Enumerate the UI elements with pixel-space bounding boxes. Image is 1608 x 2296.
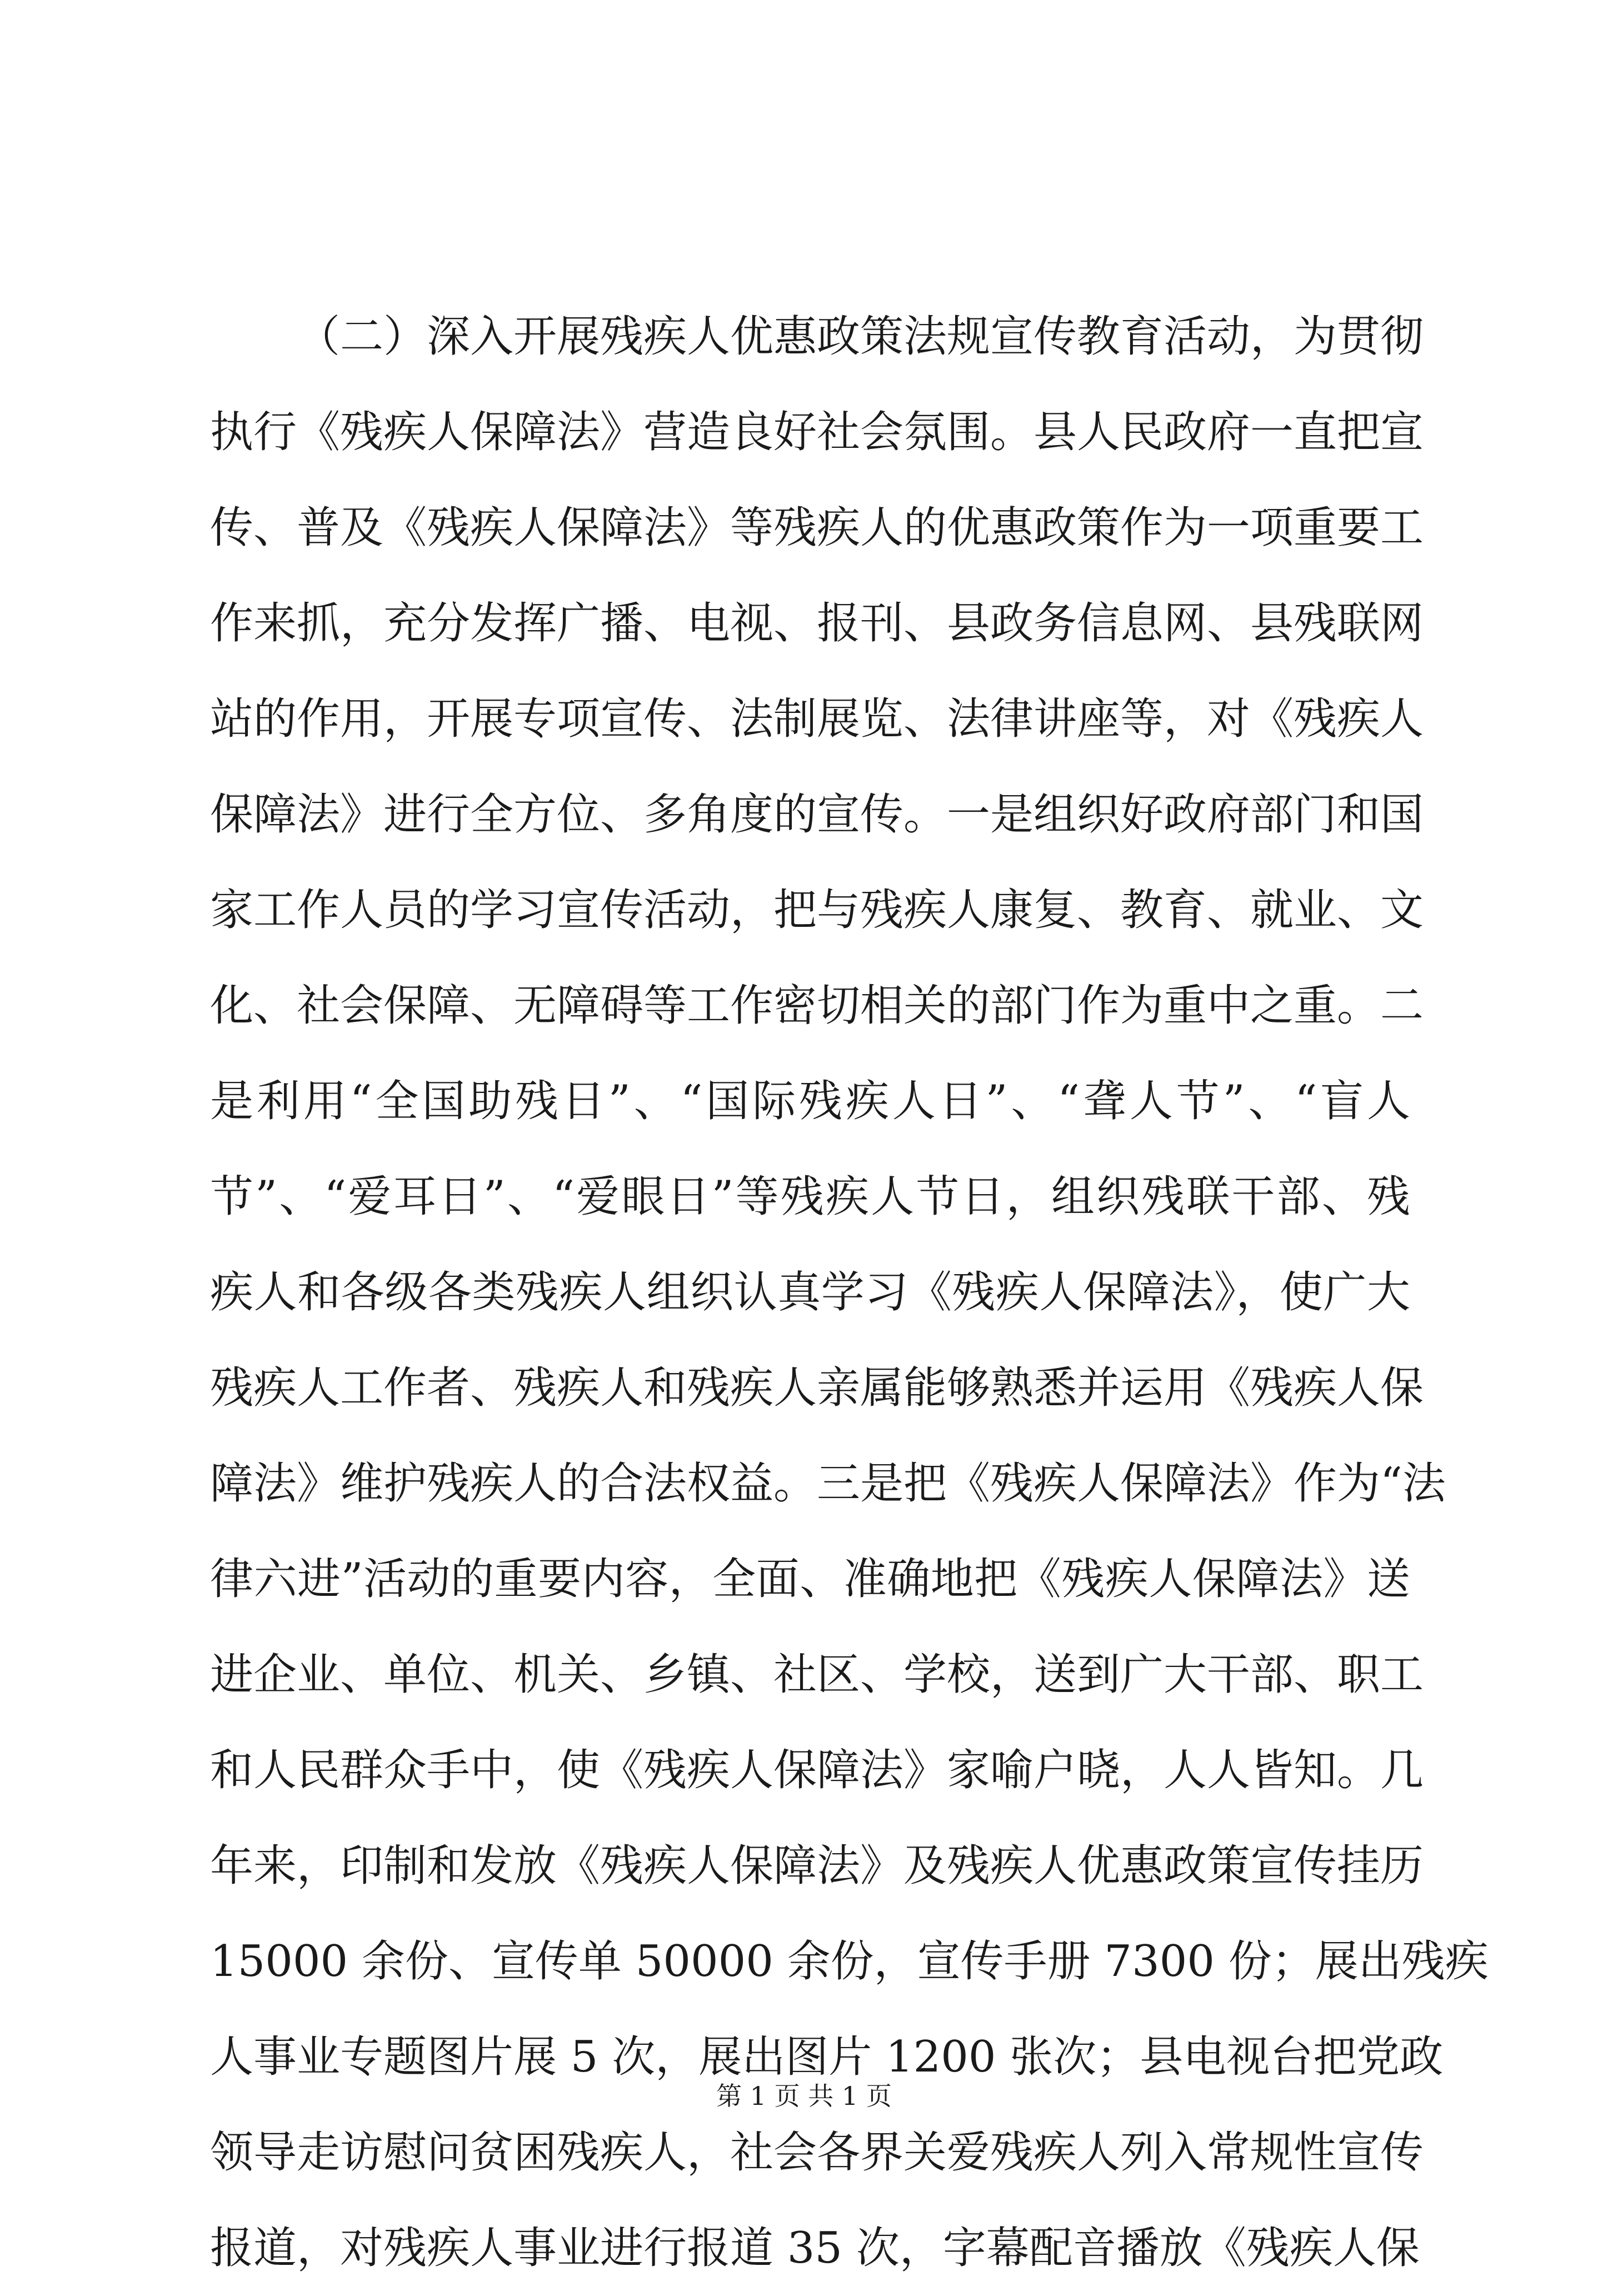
body-paragraph	[210, 289, 1489, 2296]
text-line: 人事业专题图片展 5 次，展出图片 1200 张次；县电视台把党政	[210, 2032, 1444, 2082]
text-line: 作来抓，充分发挥广播、电视、报刊、县政务信息网、县残联网	[210, 598, 1424, 648]
text-line: 障法》维护残疾人的合法权益。三是把《残疾人保障法》作为“法	[210, 1459, 1446, 1509]
text-line: 家工作人员的学习宣传活动，把与残疾人康复、教育、就业、文	[210, 885, 1424, 935]
text-line: （二）深入开展残疾人优惠政策法规宣传教育活动，为贯彻	[297, 312, 1424, 362]
text-line: 进企业、单位、机关、乡镇、社区、学校，送到广大干部、职工	[210, 1650, 1424, 1700]
text-line: 残疾人工作者、残疾人和残疾人亲属能够熟悉并运用《残疾人保	[210, 1363, 1424, 1413]
text-line: 是利用“全国助残日”、“国际残疾人日”、“聋人节”、“盲人	[210, 1076, 1410, 1126]
text-line: 和人民群众手中，使《残疾人保障法》家喻户晓，人人皆知。几	[210, 1745, 1424, 1795]
text-line: 保障法》进行全方位、多角度的宣传。一是组织好政府部门和国	[210, 790, 1424, 840]
text-line: 执行《残疾人保障法》营造良好社会氛围。县人民政府一直把宣	[210, 407, 1424, 457]
text-line: 报道，对残疾人事业进行报道 35 次，字幕配音播放《残疾人保	[210, 2223, 1420, 2273]
text-line: 站的作用，开展专项宣传、法制展览、法律讲座等，对《残疾人	[210, 694, 1424, 744]
text-line: 15000 余份、宣传单 50000 余份，宣传手册 7300 份；展出残疾	[210, 1936, 1489, 1986]
text-line: 传、普及《残疾人保障法》等残疾人的优惠政策作为一项重要工	[210, 503, 1424, 553]
text-line: 律六进”活动的重要内容，全面、准确地把《残疾人保障法》送	[210, 1554, 1410, 1604]
text-line: 年来，印制和发放《残疾人保障法》及残疾人优惠政策宣传挂历	[210, 1841, 1424, 1891]
page-footer: 第 1 页 共 1 页	[716, 2081, 892, 2111]
text-line: 疾人和各级各类残疾人组织认真学习《残疾人保障法》，使广大	[210, 1267, 1410, 1317]
text-line: 化、社会保障、无障碍等工作密切相关的部门作为重中之重。二	[210, 981, 1424, 1031]
text-line: 节”、“爱耳日”、“爱眼日”等残疾人节日，组织残联干部、残	[210, 1172, 1410, 1222]
text-line: 领导走访慰问贫困残疾人，社会各界关爱残疾人列入常规性宣传	[210, 2128, 1424, 2178]
